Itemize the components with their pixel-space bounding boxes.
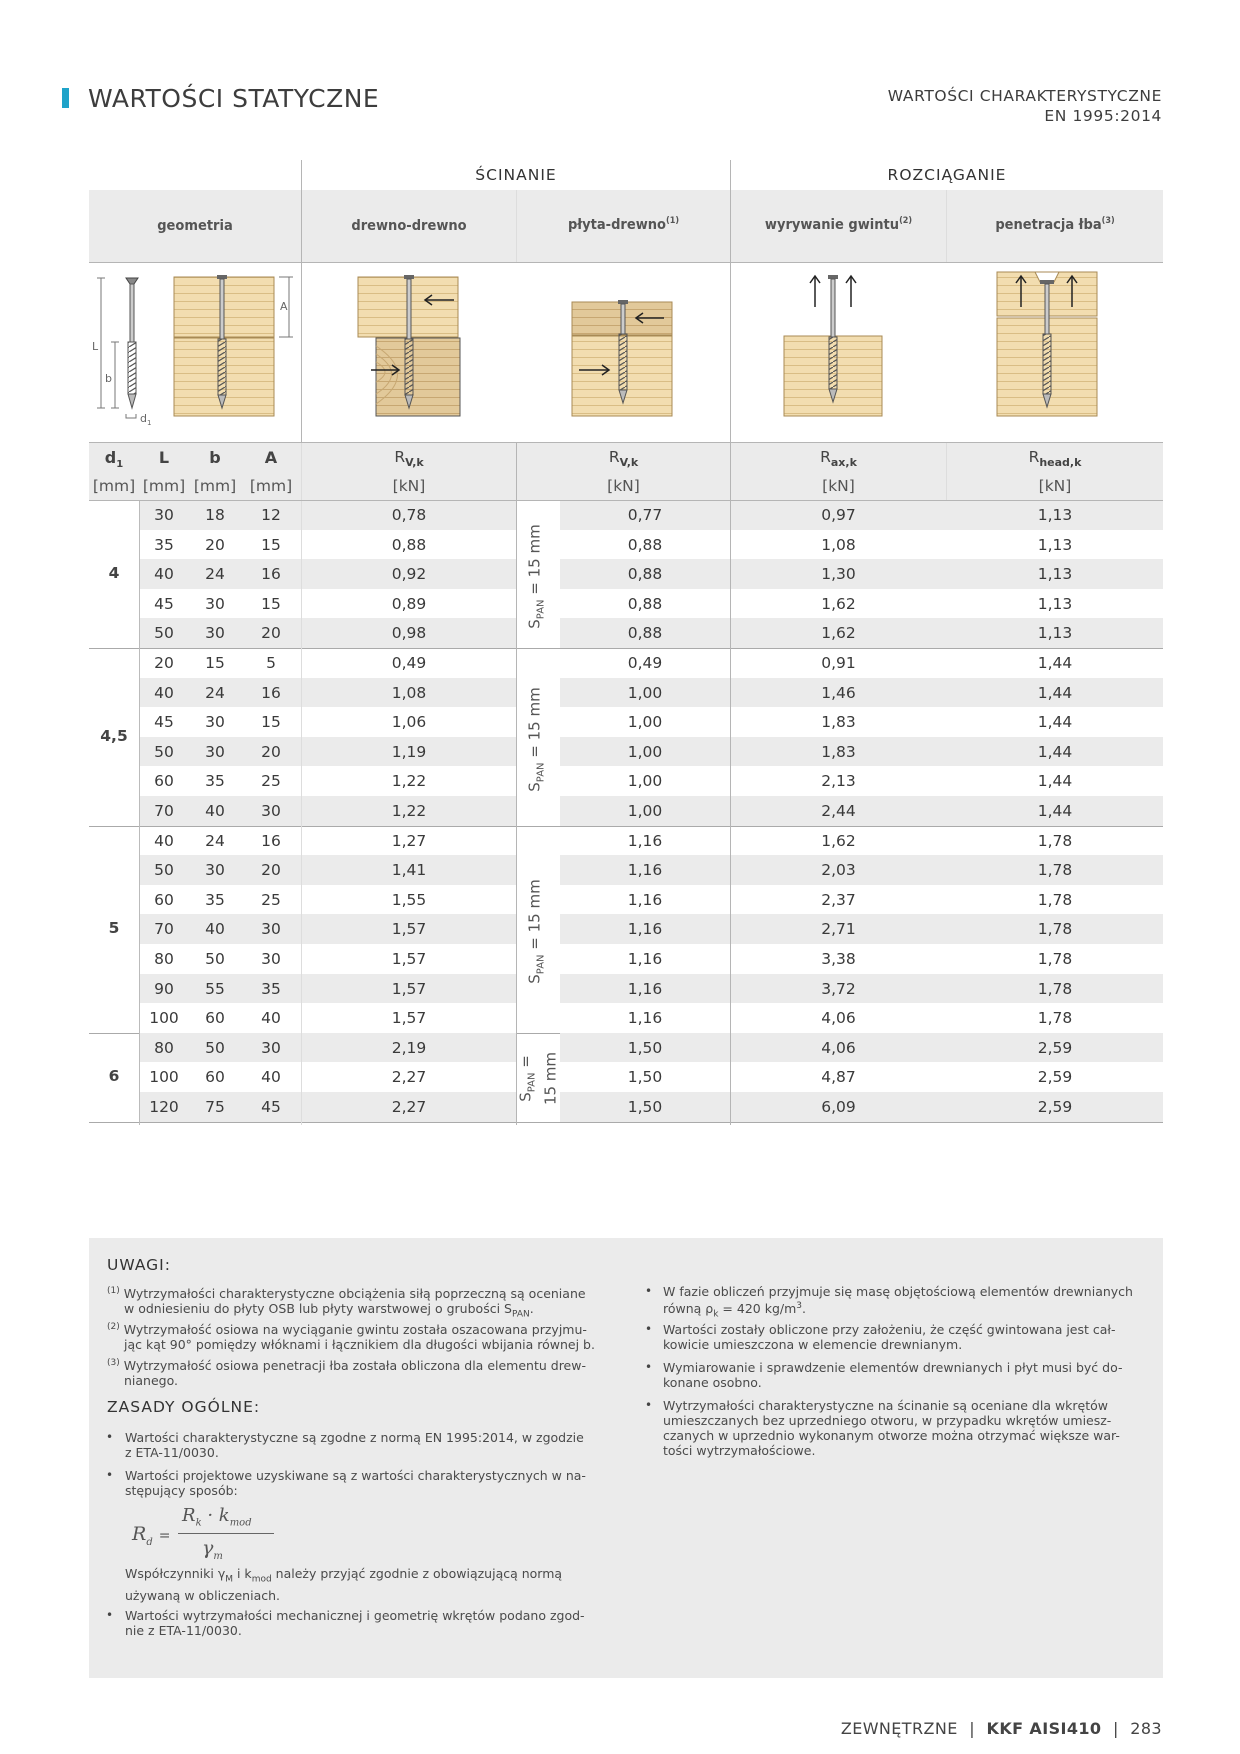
table-cell: 60 <box>154 772 174 791</box>
diagram-head-pull-through <box>997 272 1097 416</box>
table-cell: 4,87 <box>821 1068 856 1087</box>
table-cell: 16 <box>261 831 281 850</box>
divider-v <box>730 160 731 1125</box>
dim-label-d: $d_1$ <box>140 412 152 427</box>
table-cell: 1,13 <box>1037 624 1073 643</box>
table-cell: 15 <box>261 713 281 732</box>
table-cell: 1,83 <box>821 713 856 732</box>
formula-denominator: $\gamma_m$ <box>202 1537 223 1562</box>
table-cell: 15 <box>205 654 225 672</box>
table-cell: 1,08 <box>821 535 856 554</box>
table-cell: 30 <box>261 1038 281 1057</box>
table-cell: 1,57 <box>391 979 427 998</box>
table-cell: 15 <box>261 594 281 613</box>
table-cell: 5 <box>266 654 276 672</box>
table-cell: 1,16 <box>627 1009 663 1028</box>
table-cell: 35 <box>261 979 281 998</box>
table-cell: 0,92 <box>391 565 427 584</box>
table-cell: 1,22 <box>391 772 427 791</box>
footer-section: ZEWNĘTRZNE <box>840 1719 958 1738</box>
table-cell: 50 <box>205 1038 225 1057</box>
table-cell: 20 <box>205 535 225 554</box>
col-head-pull-through: penetracja łba$^{(3)}$ <box>995 216 1115 233</box>
table-cell: 0,91 <box>821 654 856 672</box>
group-divider <box>89 648 1163 649</box>
table-cell: 1,06 <box>391 713 427 732</box>
geometry-screw <box>97 278 138 418</box>
page-number: 283 <box>1130 1719 1162 1738</box>
dim-label-b: b <box>105 372 112 385</box>
table-cell: 45 <box>154 713 174 732</box>
table-cell: 1,78 <box>1037 831 1073 850</box>
table-cell: 100 <box>149 1009 179 1028</box>
right-item-3: Wymiarowanie i sprawdzenie elementów drewnianych i płyt musi być do- konane osobno. <box>663 1360 1123 1390</box>
table-cell: 35 <box>205 890 225 909</box>
table-cell: 1,78 <box>1037 1009 1073 1028</box>
table-cell: 1,44 <box>1037 802 1073 820</box>
table-cell: 4,06 <box>821 1009 856 1028</box>
table-cell: 1,78 <box>1037 861 1073 880</box>
table-cell: 0,88 <box>627 594 663 613</box>
table-cell: 18 <box>205 506 225 524</box>
table-cell: 70 <box>154 920 174 939</box>
table-cell: 80 <box>154 950 174 968</box>
table-cell: 1,16 <box>627 831 663 850</box>
table-cell: 30 <box>205 861 225 880</box>
table-cell: 1,78 <box>1037 979 1073 998</box>
table-cell: 1,44 <box>1037 742 1073 761</box>
table-cell: 16 <box>261 565 281 584</box>
table-cell: 1,50 <box>627 1098 663 1116</box>
table-cell: 0,78 <box>391 506 427 524</box>
table-cell: 2,13 <box>821 772 856 791</box>
table-cell: 35 <box>154 535 174 554</box>
head-rv-panel: $R_{V,k}$ <box>608 448 639 470</box>
table-cell: 50 <box>154 742 174 761</box>
diagram-thread-withdrawal <box>784 275 882 416</box>
table-cell: 50 <box>205 950 225 968</box>
group-divider <box>89 826 1163 827</box>
table-cell: 3,72 <box>821 979 856 998</box>
table-cell: 40 <box>154 831 174 850</box>
col-wood-wood: drewno-drewno <box>351 218 467 234</box>
table-cell: 0,88 <box>627 624 663 643</box>
table-cell: 2,27 <box>391 1098 427 1116</box>
table-cell: 0,77 <box>627 506 663 524</box>
table-cell: 60 <box>205 1009 225 1028</box>
unit-b: [mm] <box>193 477 237 495</box>
note-1: $^{(1)}$ Wytrzymałości charakterystyczne obciążenia siłą poprzeczną są oceniane w odniesieniu do płyty OSB lub płyty warstwowej o grubości $S_{PAN}$. <box>107 1286 586 1320</box>
diagram-panel-wood <box>572 300 672 416</box>
table-cell: 30 <box>205 742 225 761</box>
table-cell: 40 <box>154 683 174 702</box>
group-d1: 4,5 <box>100 726 128 745</box>
unit-rv-wood: [kN] <box>392 477 426 495</box>
dim-label-L: L <box>92 340 99 353</box>
table-cell: 100 <box>149 1068 179 1087</box>
table-cell: 24 <box>205 565 225 584</box>
table-cell: 40 <box>261 1068 281 1087</box>
table-cell: 1,00 <box>627 772 663 791</box>
header-subtitle-line2: EN 1995:2014 <box>1044 107 1162 125</box>
divider-v <box>139 500 140 1125</box>
table-cell: 15 <box>261 535 281 554</box>
table-cell: 30 <box>261 950 281 968</box>
bullet: • <box>106 1608 114 1622</box>
table-cell: 1,13 <box>1037 535 1073 554</box>
table-cell: 45 <box>154 594 174 613</box>
bullet: • <box>645 1398 653 1412</box>
dim-label-A: A <box>280 300 288 313</box>
table-cell: 1,78 <box>1037 950 1073 968</box>
table-cell: 1,55 <box>391 890 427 909</box>
unit-rax: [kN] <box>822 477 855 495</box>
unit-rhead: [kN] <box>1038 477 1072 495</box>
table-cell: 3,38 <box>821 950 856 968</box>
head-A: A <box>264 448 278 467</box>
design-formula <box>130 1505 260 1565</box>
general-item-1: Wartości charakterystyczne są zgodne z normą EN 1995:2014, w zgodzie z ETA-11/0030. <box>125 1430 584 1460</box>
table-cell: 25 <box>261 772 281 791</box>
bullet: • <box>645 1360 653 1374</box>
table-cell: 60 <box>205 1068 225 1087</box>
col-geometry: geometria <box>157 218 233 234</box>
table-cell: 1,00 <box>627 802 663 820</box>
table-cell: 24 <box>205 683 225 702</box>
table-cell: 1,22 <box>391 802 427 820</box>
table-cell: 1,83 <box>821 742 856 761</box>
geometry-wood-blocks <box>174 275 293 416</box>
table-cell: 6,09 <box>821 1098 856 1116</box>
bullet: • <box>106 1430 114 1444</box>
table-cell: 30 <box>154 506 174 524</box>
table-cell: 0,88 <box>627 565 663 584</box>
col-panel-wood: płyta-drewno$^{(1)}$ <box>567 216 680 233</box>
table-cell: 2,59 <box>1037 1038 1073 1057</box>
group-d1: 6 <box>108 1067 120 1086</box>
formula-lhs: $R_d$ = <box>132 1523 171 1548</box>
table-cell: 120 <box>149 1098 179 1116</box>
page-footer <box>841 1719 1162 1738</box>
table-cell: 25 <box>261 890 281 909</box>
table-cell: 45 <box>261 1098 281 1116</box>
general-item-2-coefficients: Współczynniki $\gamma_M$ i $k_{mod}$ należy przyjąć zgodnie z obowiązującą normą używaną w obliczeniach. <box>125 1566 563 1603</box>
table-cell: 1,46 <box>821 683 856 702</box>
table-cell: 1,30 <box>821 565 856 584</box>
span-pan-label: $S_{PAN} = 15$ mm <box>525 687 547 792</box>
table-cell: 0,98 <box>391 624 427 643</box>
table-cell: 2,19 <box>391 1038 427 1057</box>
divider-v <box>946 442 947 500</box>
right-item-2: Wartości zostały obliczone przy założeniu, że część gwintowana jest cał- kowicie umieszczona w elemencie drewnianym. <box>663 1322 1116 1352</box>
table-cell: 30 <box>205 594 225 613</box>
formula-numerator: $R_k \cdot k_{mod}$ <box>182 1505 252 1529</box>
table-cell: 35 <box>205 772 225 791</box>
title-accent-bar <box>62 88 69 108</box>
span-pan-label: $S_{PAN}$ = 15 mm <box>516 1052 560 1106</box>
table-cell: 0,88 <box>391 535 427 554</box>
bullet: • <box>645 1322 653 1336</box>
table-cell: 90 <box>154 979 174 998</box>
divider-h <box>89 500 1163 501</box>
table-cell: 1,50 <box>627 1068 663 1087</box>
group-d1: 4 <box>108 564 120 582</box>
divider-v <box>946 190 947 262</box>
bullet: • <box>106 1468 114 1482</box>
span-pan-label: $S_{PAN} = 15$ mm <box>525 524 547 629</box>
section-tension: ROZCIĄGANIE <box>887 166 1007 184</box>
table-cell: 1,57 <box>391 1009 427 1028</box>
table-cell: 1,44 <box>1037 713 1073 732</box>
diagram-wood-wood <box>358 275 460 416</box>
table-cell: 0,49 <box>627 654 663 672</box>
table-cell: 55 <box>205 979 225 998</box>
table-cell: 20 <box>261 861 281 880</box>
table-cell: 30 <box>205 624 225 643</box>
right-item-1: W fazie obliczeń przyjmuje się masę objętościową elementów drewnianych równą $\rho_k = 420$ $kg/m^3$. <box>663 1284 1133 1320</box>
bullet: • <box>645 1284 653 1298</box>
span-pan-label: $S_{PAN} = 15$ mm <box>525 879 547 984</box>
table-cell: 60 <box>154 890 174 909</box>
table-cell: 0,49 <box>391 654 427 672</box>
table-cell: 1,00 <box>627 713 663 732</box>
table-cell: 2,44 <box>821 802 856 820</box>
table-cell: 1,13 <box>1037 594 1073 613</box>
table-cell: 1,44 <box>1037 654 1073 672</box>
note-3: $^{(3)}$ Wytrzymałość osiowa penetracji łba została obliczona dla elementu drew- nianego. <box>107 1358 586 1389</box>
table-cell: 50 <box>154 861 174 880</box>
table-cell: 24 <box>205 831 225 850</box>
table-cell: 75 <box>205 1098 225 1116</box>
table-cell: 1,16 <box>627 890 663 909</box>
head-rax: $R_{ax,k}$ <box>820 448 857 470</box>
note-2: $^{(2)}$ Wytrzymałość osiowa na wyciąganie gwintu została oszacowana przyjmu- jąc kąt 90° pomiędzy włóknami i łącznikiem dla długości wbijania równej b. <box>107 1322 595 1353</box>
table-cell: 1,16 <box>627 979 663 998</box>
table-cell: 20 <box>261 742 281 761</box>
table-cell: 0,88 <box>627 535 663 554</box>
table-cell: 40 <box>261 1009 281 1028</box>
general-title: ZASADY OGÓLNE: <box>107 1398 261 1416</box>
table-cell: 1,44 <box>1037 683 1073 702</box>
divider-v <box>516 190 517 262</box>
col-thread-withdrawal: wyrywanie gwintu$^{(2)}$ <box>764 216 913 233</box>
table-cell: 2,59 <box>1037 1068 1073 1087</box>
divider-v <box>516 442 517 1125</box>
head-rhead: $R_{head,k}$ <box>1028 448 1082 470</box>
unit-d1: [mm] <box>92 477 136 495</box>
table-cell: 0,97 <box>821 506 856 524</box>
table-cell: 2,27 <box>391 1068 427 1087</box>
table-cell: 1,78 <box>1037 920 1073 939</box>
table-cell: 1,19 <box>391 742 427 761</box>
unit-rv-panel: [kN] <box>607 477 640 495</box>
footer-separator: | <box>1112 1719 1119 1738</box>
head-L: L <box>158 448 170 467</box>
table-cell: 2,37 <box>821 890 856 909</box>
table-cell: 1,50 <box>627 1038 663 1057</box>
table-cell: 1,13 <box>1037 565 1073 584</box>
screw-diagrams <box>89 262 1163 442</box>
head-b: b <box>209 448 221 467</box>
table-cell: 1,27 <box>391 831 427 850</box>
table-cell: 2,71 <box>821 920 856 939</box>
table-cell: 30 <box>261 802 281 820</box>
table-cell: 1,41 <box>391 861 427 880</box>
table-cell: 0,89 <box>391 594 427 613</box>
table-cell: 50 <box>154 624 174 643</box>
footer-product: KKF AISI410 <box>986 1719 1102 1738</box>
divider-h <box>89 262 1163 263</box>
table-cell: 16 <box>261 683 281 702</box>
table-cell: 12 <box>261 506 281 524</box>
table-cell: 1,62 <box>821 624 856 643</box>
divider-v <box>301 442 302 1125</box>
right-item-4: Wytrzymałości charakterystyczne na ścinanie są oceniane dla wkrętów umieszczanych bez uprzedniego otworu, w przypadku wkrętów umiesz- czanych w uprzednio wykonanym otworze można otrzymać większe war- tości wytrzymałościowe. <box>663 1398 1120 1458</box>
head-d1: $d_1$ <box>104 448 124 471</box>
general-item-2: Wartości projektowe uzyskiwane są z wartości charakterystycznych w na- stępujący sposób: <box>125 1468 586 1498</box>
header-subtitle-line1: WARTOŚCI CHARAKTERYSTYCZNE <box>887 87 1162 105</box>
table-cell: 1,44 <box>1037 772 1073 791</box>
group-d1: 5 <box>108 919 120 938</box>
table-cell: 30 <box>261 920 281 939</box>
table-cell: 30 <box>205 713 225 732</box>
table-cell: 1,00 <box>627 742 663 761</box>
group-divider <box>89 1122 1163 1123</box>
table-cell: 1,16 <box>627 861 663 880</box>
table-cell: 4,06 <box>821 1038 856 1057</box>
table-cell: 1,62 <box>821 831 856 850</box>
footer-separator: | <box>969 1719 976 1738</box>
divider-h <box>89 442 1163 443</box>
formula-bar <box>178 1533 274 1534</box>
table-cell: 2,59 <box>1037 1098 1073 1116</box>
section-shear: ŚCINANIE <box>475 166 557 184</box>
table-cell: 1,08 <box>391 683 427 702</box>
page-title: WARTOŚCI STATYCZNE <box>88 84 380 113</box>
divider-v <box>301 160 302 442</box>
table-cell: 20 <box>154 654 174 672</box>
table-cell: 40 <box>205 920 225 939</box>
general-item-3: Wartości wytrzymałości mechanicznej i geometrię wkrętów podano zgod- nie z ETA-11/0030. <box>125 1608 585 1638</box>
table-cell: 1,00 <box>627 683 663 702</box>
head-rv-wood: $R_{V,k}$ <box>394 448 424 470</box>
table-cell: 1,78 <box>1037 890 1073 909</box>
table-cell: 40 <box>154 565 174 584</box>
table-cell: 1,57 <box>391 920 427 939</box>
table-cell: 80 <box>154 1038 174 1057</box>
unit-A: [mm] <box>249 477 293 495</box>
table-cell: 1,62 <box>821 594 856 613</box>
table-cell: 70 <box>154 802 174 820</box>
notes-title: UWAGI: <box>107 1256 171 1274</box>
table-cell: 1,57 <box>391 950 427 968</box>
table-cell: 20 <box>261 624 281 643</box>
table-cell: 2,03 <box>821 861 856 880</box>
unit-L: [mm] <box>142 477 186 495</box>
table-cell: 40 <box>205 802 225 820</box>
table-cell: 1,13 <box>1037 506 1073 524</box>
table-cell: 1,16 <box>627 920 663 939</box>
header-subtitle <box>888 86 1162 126</box>
table-cell: 1,16 <box>627 950 663 968</box>
